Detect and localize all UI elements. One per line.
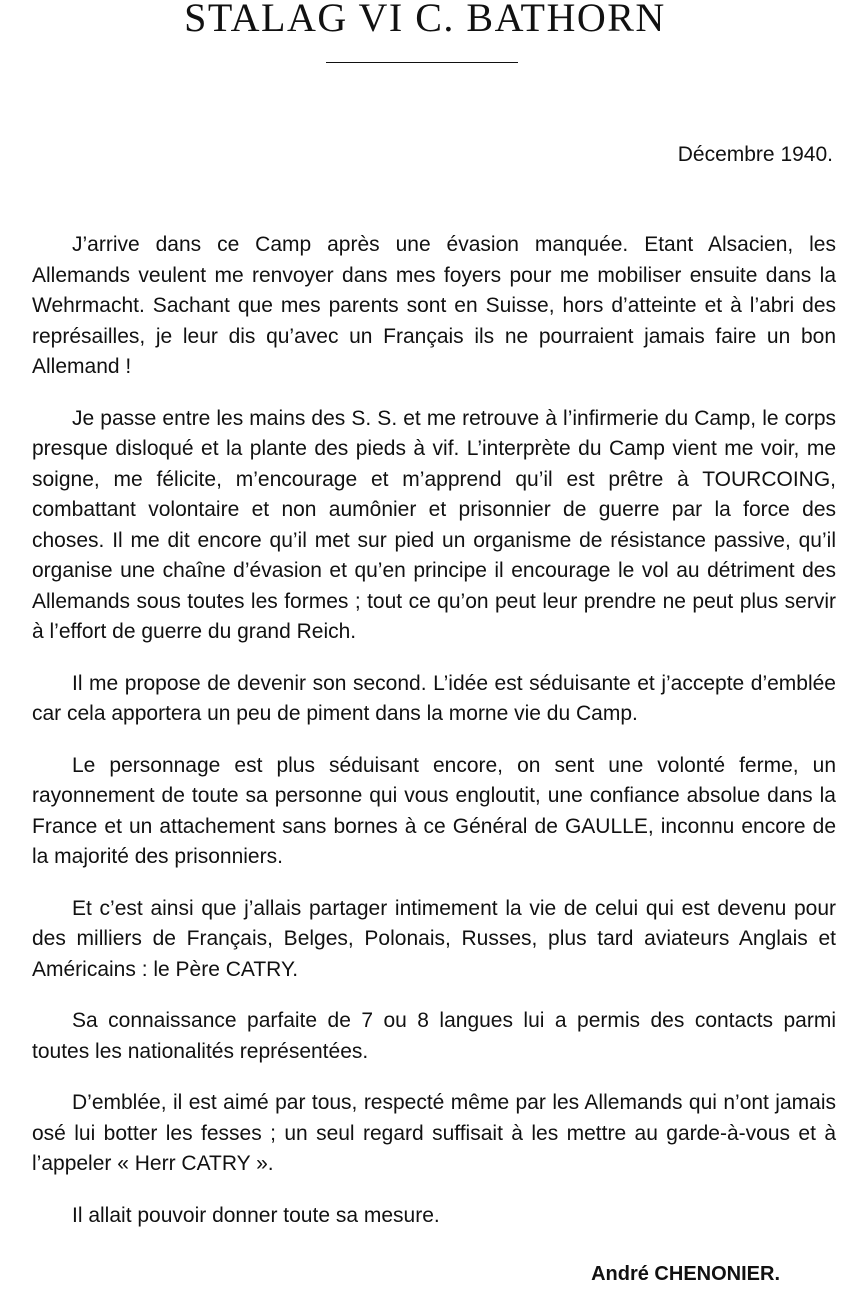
document-date: Décembre 1940. [677, 143, 833, 166]
paragraph: Il me propose de devenir son second. L’idée est séduisante et j’accepte d’emblée car cela apportera un peu de piment dans la morne vie du Camp. [32, 671, 836, 725]
title-underline [326, 62, 518, 63]
paragraph: Le personnage est plus séduisant encore, on sent une volonté ferme, un rayonnement de toute sa personne qui vous engloutit, une confiance absolue dans la France et un attachement sans bornes à ce Général de GAULLE, inconnu encore de la majorité des prisonniers. [32, 753, 836, 868]
paragraph: Et c’est ainsi que j’allais partager intimement la vie de celui qui est devenu pour des milliers de Français, Belges, Polonais, Russes, plus tard aviateurs Anglais et Américains : le Père CATRY. [32, 896, 836, 981]
paragraph: J’arrive dans ce Camp après une évasion manquée. Etant Alsacien, les Allemands veulent me renvoyer dans mes foyers pour me mobiliser ensuite dans la Wehrmacht. Sachant que mes parents sont en Suisse, hors d’atteinte et à l’abri des représailles, je leur dis qu’avec un Français ils ne pourraient jamais faire un bon Allemand ! [32, 233, 836, 378]
document-body [32, 230, 836, 1252]
author-signature: André CHENONIER. [591, 1263, 780, 1285]
page-title: STALAG VI C. BATHORN [184, 0, 666, 40]
paragraph: Je passe entre les mains des S. S. et me retrouve à l’infirmerie du Camp, le corps presque disloqué et la plante des pieds à vif. L’interprète du Camp vient me voir, me soigne, me félicite, m’encourage et m’apprend qu’il est prêtre à TOURCOING, combattant volontaire et non aumônier et prisonnier de guerre par la force des choses. Il me dit encore qu’il met sur pied un organisme de résistance passive, qu’il organise une chaîne d’évasion et qu’en principe il encourage le vol au détriment des Allemands sous toutes les formes ; tout ce qu’on peut leur prendre ne peut plus servir à l’effort de guerre du grand Reich. [32, 406, 836, 643]
paragraph: D’emblée, il est aimé par tous, respecté même par les Allemands qui n’ont jamais osé lui botter les fesses ; un seul regard suffisait à les mettre au garde-à-vous et à l’appeler « Herr CATRY ». [32, 1091, 836, 1175]
paragraph: Il allait pouvoir donner toute sa mesure. [72, 1203, 440, 1227]
paragraph: Sa connaissance parfaite de 7 ou 8 langues lui a permis des contacts parmi toutes les nationalités représentées. [32, 1009, 836, 1063]
